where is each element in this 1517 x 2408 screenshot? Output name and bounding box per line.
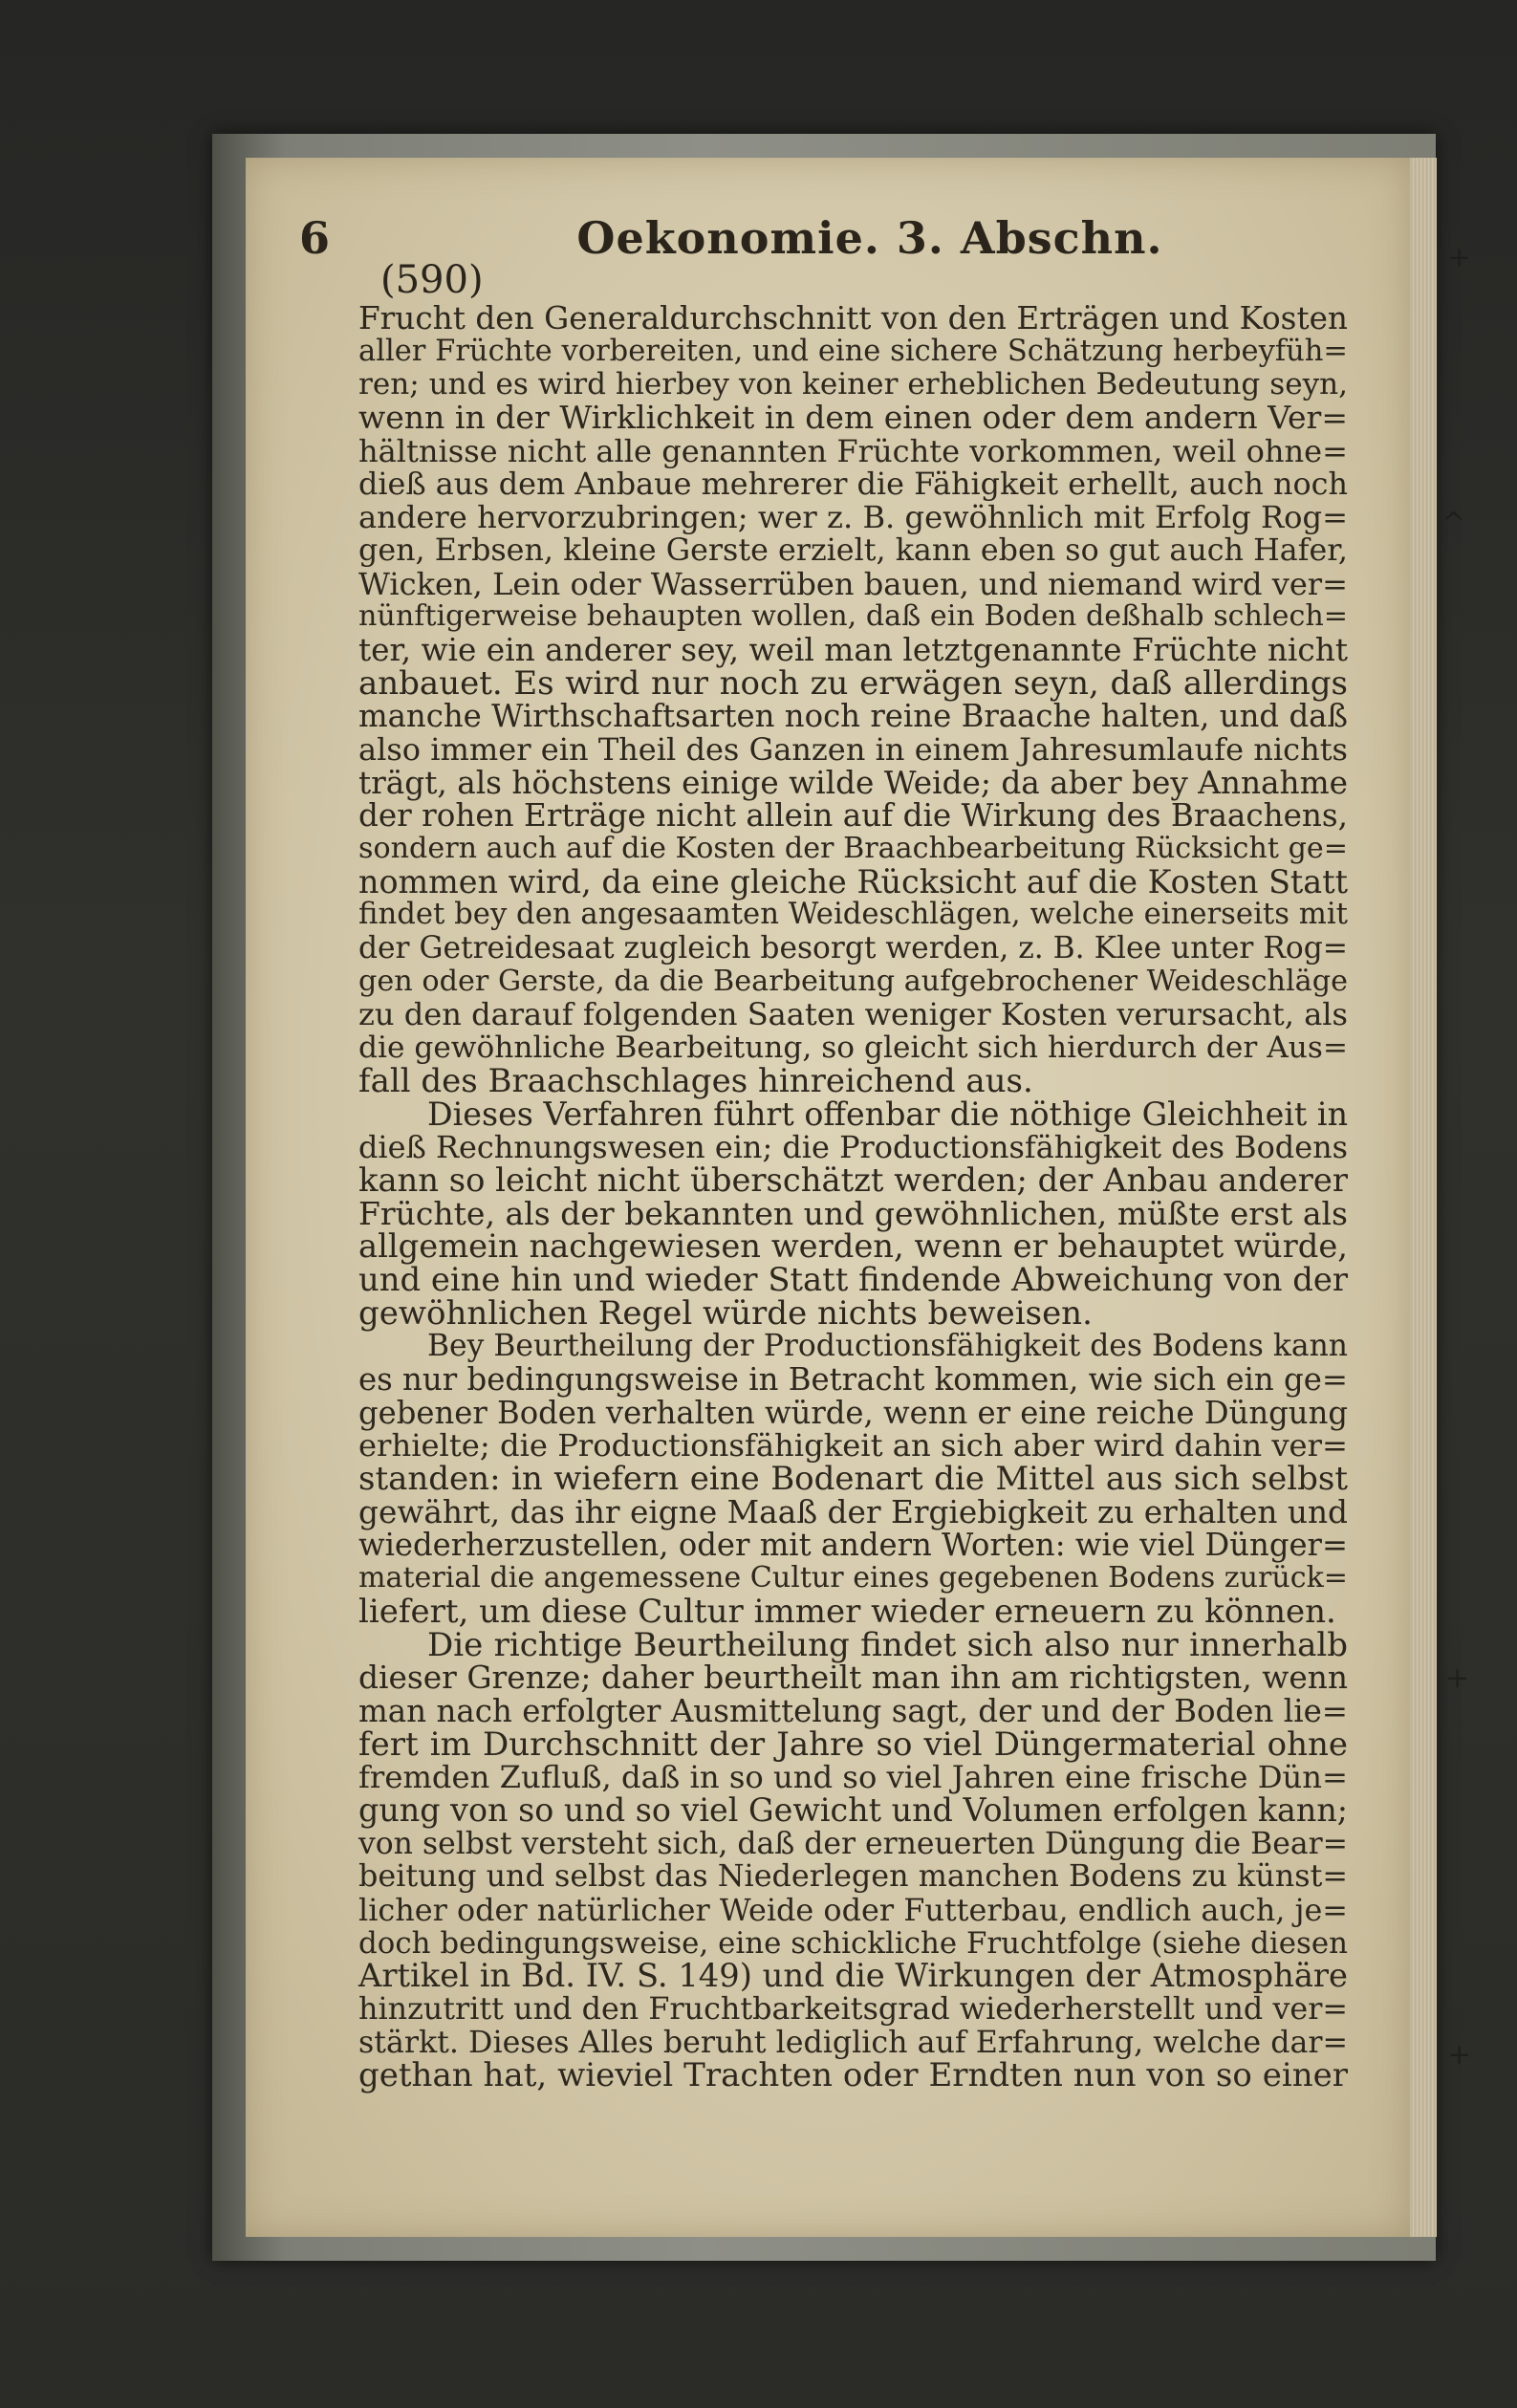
- text-line: Artikel in Bd. IV. S. 149) und die Wirkungen der Atmosphäre: [358, 1957, 1348, 1995]
- body-text: [358, 302, 1348, 2093]
- text-line: Bey Beurtheilung der Productionsfähigkeit des Bodens kann: [427, 1329, 1348, 1364]
- text-line: anbauet. Es wird nur noch zu erwägen seyn, daß allerdings: [358, 663, 1348, 703]
- text-line: hältnisse nicht alle genannten Früchte vorkommen, weil ohne=: [358, 432, 1348, 469]
- text-line: liefert, um diese Cultur immer wieder erneuern zu können.: [358, 1592, 1336, 1631]
- text-line: die gewöhnliche Bearbeitung, so gleicht sich hierdurch der Aus=: [358, 1030, 1348, 1066]
- margin-mark-icon: +: [1447, 241, 1472, 274]
- text-line: kann so leicht nicht überschätzt werden; der Anbau anderer: [358, 1161, 1348, 1199]
- text-line: Früchte, als der bekannten und gewöhnlichen, müßte erst als: [358, 1194, 1348, 1232]
- text-line: hinzutritt und den Fruchtbarkeitsgrad wiederherstellt und ver=: [358, 1992, 1348, 2028]
- text-line: stärkt. Dieses Alles beruht lediglich auf Erfahrung, welche dar=: [358, 2025, 1348, 2060]
- running-head: Oekonomie. 3. Abschn.: [576, 212, 1163, 264]
- text-line: gen, Erbsen, kleine Gerste erzielt, kann eben so gut auch Hafer,: [358, 532, 1348, 568]
- page-number: 6: [299, 212, 331, 264]
- text-line: gewährt, das ihr eigne Maaß der Ergiebigkeit zu erhalten und: [358, 1493, 1348, 1530]
- text-line: also immer ein Theil des Ganzen in einem Jahresumlaufe nichts: [358, 730, 1348, 768]
- text-line: beitung und selbst das Niederlegen manchen Bodens zu künst=: [358, 1858, 1348, 1895]
- text-line: gen oder Gerste, da die Bearbeitung aufgebrochener Weideschläge: [358, 964, 1348, 998]
- text-line: andere hervorzubringen; wer z. B. gewöhnlich mit Erfolg Rog=: [358, 499, 1348, 536]
- text-line: licher oder natürlicher Weide oder Futterbau, endlich auch, je=: [358, 1892, 1348, 1928]
- text-line: material die angemessene Cultur eines gegebenen Bodens zurück=: [358, 1561, 1348, 1595]
- text-line: Dieses Verfahren führt offenbar die nöthige Gleichheit in: [427, 1095, 1348, 1133]
- text-line: Wicken, Lein oder Wasserrüben bauen, und niemand wird ver=: [358, 565, 1348, 602]
- text-line: wenn in der Wirklichkeit in dem einen oder dem andern Ver=: [358, 399, 1348, 437]
- section-number: (590): [380, 258, 484, 302]
- text-line: wiederherzustellen, oder mit andern Worten: wie viel Dünger=: [358, 1527, 1348, 1564]
- text-line: ren; und es wird hierbey von keiner erheblichen Bedeutung seyn,: [358, 367, 1348, 402]
- margin-mark-icon: ^: [1441, 507, 1466, 540]
- text-line: der rohen Erträge nicht allein auf die Wirkung des Braachens,: [358, 797, 1348, 835]
- text-line: fremden Zufluß, daß in so und so viel Jahren eine frische Dün=: [358, 1759, 1348, 1796]
- text-line: doch bedingungsweise, eine schickliche Fruchtfolge (siehe diesen: [358, 1925, 1348, 1961]
- text-line: gebener Boden verhalten würde, wenn er eine reiche Düngung: [358, 1394, 1348, 1431]
- text-line: erhielte; die Productionsfähigkeit an sich aber wird dahin ver=: [358, 1427, 1348, 1464]
- text-line: aller Früchte vorbereiten, und eine sichere Schätzung herbeyfüh=: [358, 334, 1348, 368]
- text-line: es nur bedingungsweise in Betracht kommen, wie sich ein ge=: [358, 1361, 1348, 1398]
- text-line: nünftigerweise behaupten wollen, daß ein Boden deßhalb schlech=: [358, 599, 1348, 634]
- text-line: gewöhnlichen Regel würde nichts beweisen.: [358, 1293, 1093, 1333]
- text-line: fert im Durchschnitt der Jahre so viel Düngermaterial ohne: [358, 1725, 1348, 1764]
- text-line: der Getreidesaat zugleich besorgt werden, z. B. Klee unter Rog=: [358, 931, 1348, 966]
- margin-mark-icon: +: [1447, 2038, 1472, 2072]
- text-line: man nach erfolgter Ausmittelung sagt, der und der Boden lie=: [358, 1692, 1348, 1729]
- text-line: Frucht den Generaldurchschnitt von den Erträgen und Kosten: [358, 300, 1348, 336]
- text-line: Die richtige Beurtheilung findet sich also nur innerhalb: [427, 1625, 1348, 1664]
- text-line: gethan hat, wieviel Trachten oder Erndten nun von so einer: [358, 2056, 1348, 2095]
- margin-mark-icon: +: [1445, 1661, 1470, 1695]
- text-line: allgemein nachgewiesen werden, wenn er behauptet würde,: [358, 1227, 1348, 1266]
- text-line: dieß aus dem Anbaue mehrerer die Fähigkeit erhellt, auch noch: [358, 466, 1348, 503]
- text-line: dieß Rechnungswesen ein; die Productionsfähigkeit des Bodens: [358, 1129, 1348, 1166]
- text-line: dieser Grenze; daher beurtheilt man ihn am richtigsten, wenn: [358, 1660, 1348, 1697]
- text-line: manche Wirthschaftsarten noch reine Braache halten, und daß: [358, 698, 1348, 735]
- text-line: trägt, als höchstens einige wilde Weide; da aber bey Annahme: [358, 764, 1348, 801]
- text-line: standen: in wiefern eine Bodenart die Mittel aus sich selbst: [358, 1460, 1348, 1499]
- text-line: ter, wie ein anderer sey, weil man letztgenannte Früchte nicht: [358, 631, 1348, 668]
- page-edges: [1410, 158, 1437, 2237]
- text-line: sondern auch auf die Kosten der Braachbearbeitung Rücksicht ge=: [358, 832, 1348, 865]
- text-line: von selbst versteht sich, daß der erneuerten Düngung die Bear=: [358, 1826, 1348, 1861]
- text-line: fall des Braachschlages hinreichend aus.: [358, 1061, 1033, 1100]
- text-line: zu den darauf folgenden Saaten weniger Kosten verursacht, als: [358, 996, 1348, 1033]
- text-line: findet bey den angesaamten Weideschlägen, welche einerseits mit: [358, 898, 1348, 932]
- text-line: gung von so und so viel Gewicht und Volumen erfolgen kann;: [358, 1790, 1348, 1829]
- text-line: nommen wird, da eine gleiche Rücksicht auf die Kosten Statt: [358, 862, 1348, 900]
- text-line: und eine hin und wieder Statt findende Abweichung von der: [358, 1260, 1348, 1298]
